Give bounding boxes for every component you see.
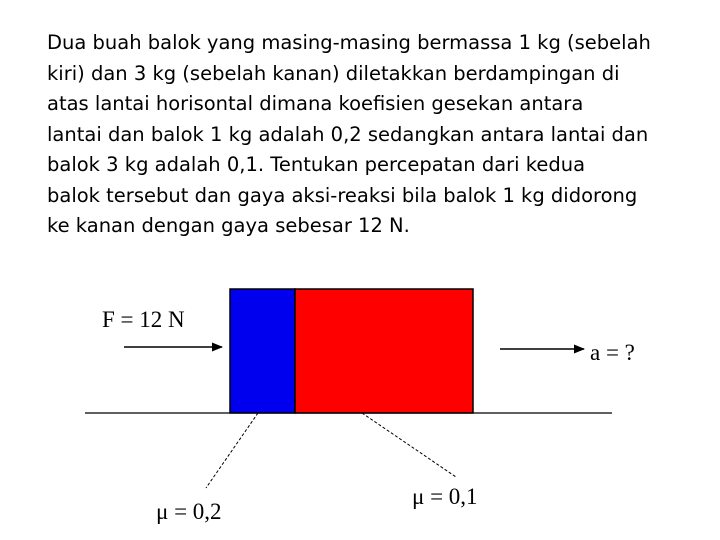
problem-line: ke kanan dengan gaya sebesar 12 N. <box>47 214 410 237</box>
problem-line: atas lantai horisontal dimana koefisien gesekan antara <box>47 92 584 115</box>
problem-line: Dua buah balok yang masing-masing bermassa 1 kg (sebelah <box>47 31 651 54</box>
problem-line: balok 3 kg adalah 0,1. Tentukan percepatan dari kedua <box>47 153 586 176</box>
block-3kg <box>295 289 473 413</box>
problem-line: lantai dan balok 1 kg adalah 0,2 sedangkan antara lantai dan <box>47 122 649 146</box>
friction-coefficient-left-label: μ = 0,2 <box>156 499 222 524</box>
force-label: F = 12 N <box>102 307 185 332</box>
acceleration-label: a = ? <box>590 340 635 365</box>
friction-leader-right <box>362 413 456 477</box>
problem-line: kiri) dan 3 kg (sebelah kanan) diletakkan berdampingan di <box>47 61 620 85</box>
friction-coefficient-right-label: μ = 0,1 <box>412 484 478 509</box>
problem-line: balok tersebut dan gaya aksi-reaksi bila balok 1 kg didorong <box>47 183 638 207</box>
block-1kg <box>230 289 295 413</box>
friction-leader-left <box>206 413 258 488</box>
